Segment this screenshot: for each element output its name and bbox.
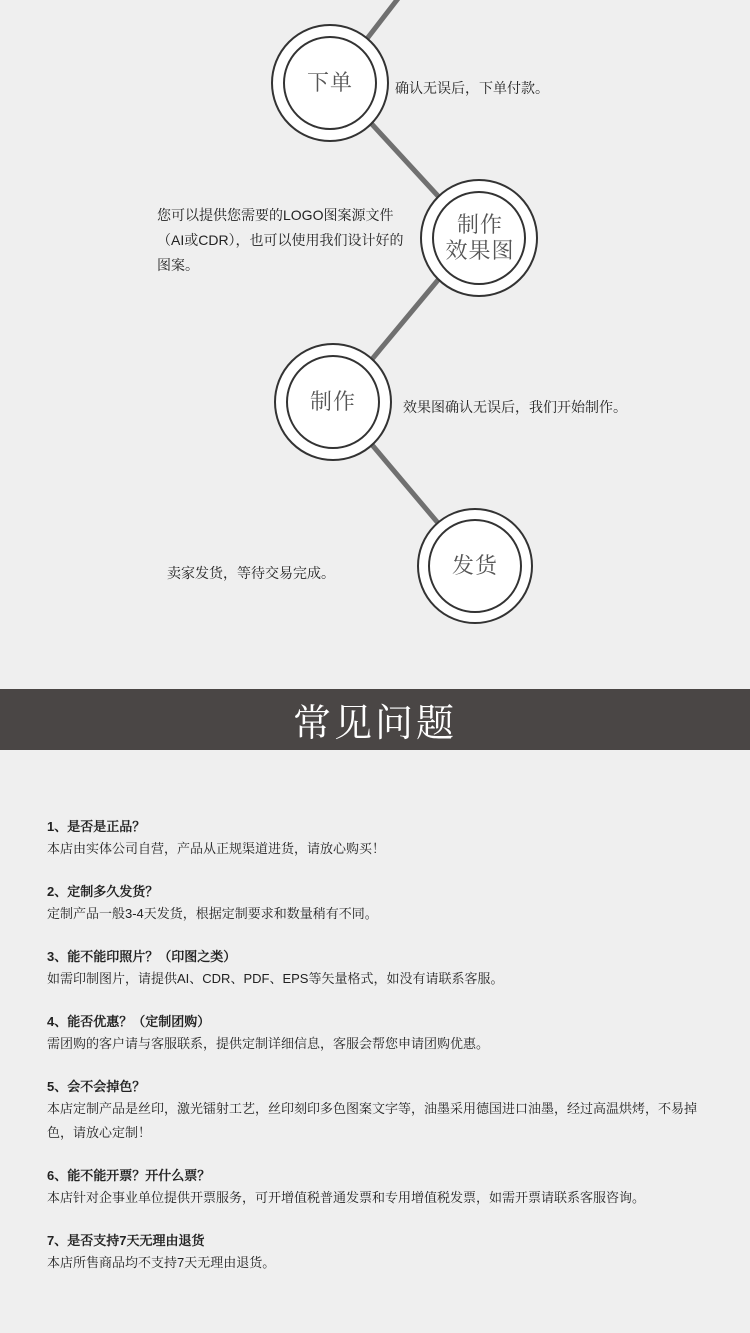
- step-2-description: 您可以提供您需要的LOGO图案源文件（AI或CDR），也可以使用我们设计好的图案。: [157, 207, 404, 273]
- faq-answer: 本店所售商品均不支持7天无理由退货。: [47, 1255, 276, 1270]
- step-4-label: 发货: [451, 553, 498, 578]
- faq-item: [47, 1077, 707, 1145]
- step-2-label: 制作 效果图: [445, 212, 515, 263]
- faq-answer: 如需印制图片，请提供AI、CDR、PDF、EPS等矢量格式，如没有请联系客服。: [47, 971, 504, 986]
- faq-item: [47, 1231, 707, 1275]
- connector-line: [373, 446, 438, 523]
- faq-question: 4、能否优惠？（定制团购）: [47, 1014, 211, 1029]
- faq-item: [47, 817, 707, 861]
- faq-answer: 本店定制产品是丝印，激光镭射工艺，丝印刻印多色图案文字等，油墨采用德国进口油墨，经过高温烘烤，不易掉色，请放心定制！: [47, 1101, 698, 1140]
- faq-item: [47, 947, 707, 991]
- faq-answer: 本店由实体公司自营，产品从正规渠道进货，请放心购买！: [47, 841, 386, 856]
- faq-answer: 定制产品一般3-4天发货，根据定制要求和数量稍有不同。: [47, 906, 378, 921]
- faq-question: 3、能不能印照片？（印图之类）: [47, 949, 237, 964]
- step-3-label: 制作: [309, 389, 356, 414]
- faq-list: [47, 817, 707, 1296]
- connector-line: [366, 0, 400, 40]
- faq-question: 2、定制多久发货？: [47, 884, 159, 899]
- connector-line: [369, 121, 438, 196]
- faq-item: [47, 1166, 707, 1210]
- connector-line: [373, 280, 438, 358]
- faq-title: 常见问题: [0, 689, 750, 750]
- faq-question: 1、是否是正品？: [47, 819, 146, 834]
- step-1-label: 下单: [306, 70, 353, 95]
- faq-item: [47, 1012, 707, 1056]
- faq-question: 7、是否支持7天无理由退货: [47, 1233, 205, 1248]
- faq-question: 5、会不会掉色？: [47, 1079, 146, 1094]
- faq-answer: 需团购的客户请与客服联系，提供定制详细信息，客服会帮您申请团购优惠。: [47, 1036, 490, 1051]
- step-3-description: 效果图确认无误后，我们开始制作。: [403, 399, 627, 415]
- faq-question: 6、能不能开票？开什么票？: [47, 1168, 211, 1183]
- faq-answer: 本店针对企事业单位提供开票服务，可开增值税普通发票和专用增值税发票，如需开票请联系客服咨询。: [47, 1190, 646, 1205]
- faq-item: [47, 882, 707, 926]
- step-4-description: 卖家发货，等待交易完成。: [167, 565, 335, 581]
- step-1-description: 确认无误后，下单付款。: [395, 80, 549, 96]
